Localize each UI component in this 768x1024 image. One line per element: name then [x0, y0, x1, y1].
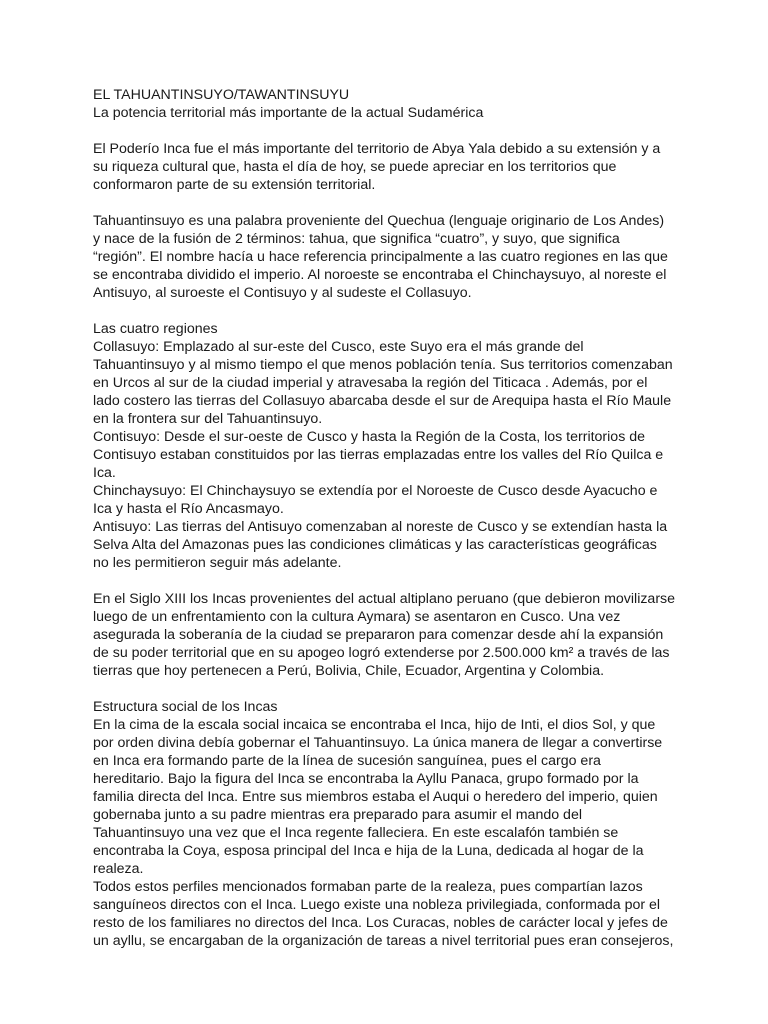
text-line: se encontraba dividido el imperio. Al noroeste se encontraba el Chinchaysuyo, al noreste el [93, 267, 667, 283]
text-line: lado costero las tierras del Collasuyo abarcaba desde el sur de Arequipa hasta el Río Maule [93, 393, 672, 409]
text-line: El Poderío Inca fue el más importante del territorio de Abya Yala debido a su extensión y a [93, 141, 661, 157]
text-line: Tahuantinsuyo y al mismo tiempo el que menos población tenía. Sus territorios comenzaban [93, 357, 673, 373]
text-line: Contisuyo: Desde el sur-oeste de Cusco y hasta la Región de la Costa, los territorios de [93, 429, 646, 445]
text-line: Todos estos perfiles mencionados formaban parte de la realeza, pues compartían lazos [93, 879, 643, 895]
text-line: tierras que hoy pertenecen a Perú, Bolivia, Chile, Ecuador, Argentina y Colombia. [93, 663, 605, 679]
text-line: Antisuyo: Las tierras del Antisuyo comenzaban al noreste de Cusco y se extendían hasta la [93, 519, 668, 535]
social-paragraph [93, 716, 673, 950]
regions-heading: Las cuatro regiones [93, 321, 218, 337]
text-line: no les permitieron seguir más adelante. [93, 555, 342, 571]
text-line: en la frontera sur del Tahuantinsuyo. [93, 411, 323, 427]
text-line: Ica y hasta el Río Ancasmayo. [93, 501, 284, 517]
text-line: En la cima de la escala social incaica se encontraba el Inca, hijo de Inti, el dios Sol, y que [93, 717, 656, 733]
paragraph-gap [93, 194, 673, 212]
text-line: en Inca era formando parte de la línea de sucesión sanguínea, pues el cargo era [93, 753, 601, 769]
text-line: En el Siglo XIII los Incas provenientes del actual altiplano peruano (que debieron movilizarse [93, 591, 676, 607]
paragraph-gap [93, 302, 673, 320]
etymology-paragraph [93, 212, 673, 302]
text-line: Chinchaysuyo: El Chinchaysuyo se extendía por el Noroeste de Cusco desde Ayacucho e [93, 483, 658, 499]
text-line: su riqueza cultural que, hasta el día de hoy, se puede apreciar en los territorios que [93, 159, 617, 175]
intro-paragraph [93, 140, 673, 194]
text-line: sanguíneos directos con el Inca. Luego existe una nobleza privilegiada, conformada por el [93, 897, 661, 913]
document-page [93, 86, 676, 950]
paragraph-gap [93, 572, 673, 590]
text-line: en Urcos al sur de la ciudad imperial y atravesaba la región del Titicaca . Además, por el [93, 375, 648, 391]
text-line: un ayllu, se encargaban de la organización de tareas a nivel territorial pues eran consejeros, [93, 933, 674, 949]
text-line: Antisuyo, al suroeste el Contisuyo y al sudeste el Collasuyo. [93, 285, 472, 301]
text-line: asegurada la soberanía de la ciudad se prepararon para comenzar desde ahí la expansión [93, 627, 664, 643]
text-line: por orden divina debía gobernar el Tahuantinsuyo. La única manera de llegar a convertirse [93, 735, 663, 751]
text-line: familia directa del Inca. Entre sus miembros estaba el Auqui o heredero del imperio, quien [93, 789, 658, 805]
text-line: Contisuyo estaban constituidos por las tierras emplazadas entre los valles del Río Quilca e [93, 447, 664, 463]
text-line: gobernaba junto a su padre mientras era preparado para asumir el mando del [93, 807, 582, 823]
text-line: hereditario. Bajo la figura del Inca se encontraba la Ayllu Panaca, grupo formado por la [93, 771, 639, 787]
text-line: realeza. [93, 861, 144, 877]
text-line: conformaron parte de su extensión territorial. [93, 177, 376, 193]
text-line: Tahuantinsuyo es una palabra proveniente del Quechua (lenguaje originario de Los Andes) [93, 213, 665, 229]
text-line: Selva Alta del Amazonas pues las condiciones climáticas y las características geográficas [93, 537, 657, 553]
regions-paragraph [93, 338, 673, 572]
paragraph-gap [93, 122, 673, 140]
text-line: Collasuyo: Emplazado al sur-este del Cusco, este Suyo era el más grande del [93, 339, 584, 355]
text-line: Tahuantinsuyo una vez que el Inca regente falleciera. En este escalafón también se [93, 825, 619, 841]
text-line: encontraba la Coya, esposa principal del Inca e hija de la Luna, dedicada al hogar de la [93, 843, 644, 859]
text-line: Ica. [93, 465, 116, 481]
text-line: “región”. El nombre hacía u hace referencia principalmente a las cuatro regiones en las que [93, 249, 668, 265]
text-line: y nace de la fusión de 2 términos: tahua, que significa “cuatro”, y suyo, que significa [93, 231, 620, 247]
text-line: luego de un enfrentamiento con la cultura Aymara) se asentaron en Cusco. Una vez [93, 609, 621, 625]
paragraph-gap [93, 680, 673, 698]
text-line: resto de los familiares no directos del Inca. Los Curacas, nobles de carácter local y jefes de [93, 915, 668, 931]
history-paragraph [93, 590, 676, 680]
document-subtitle: La potencia territorial más importante de la actual Sudamérica [93, 105, 484, 121]
text-line: de su poder territorial que en su apogeo logró extenderse por 2.500.000 km² a través de las [93, 645, 670, 661]
social-heading: Estructura social de los Incas [93, 699, 278, 715]
document-title: EL TAHUANTINSUYO/TAWANTINSUYU [93, 87, 350, 103]
